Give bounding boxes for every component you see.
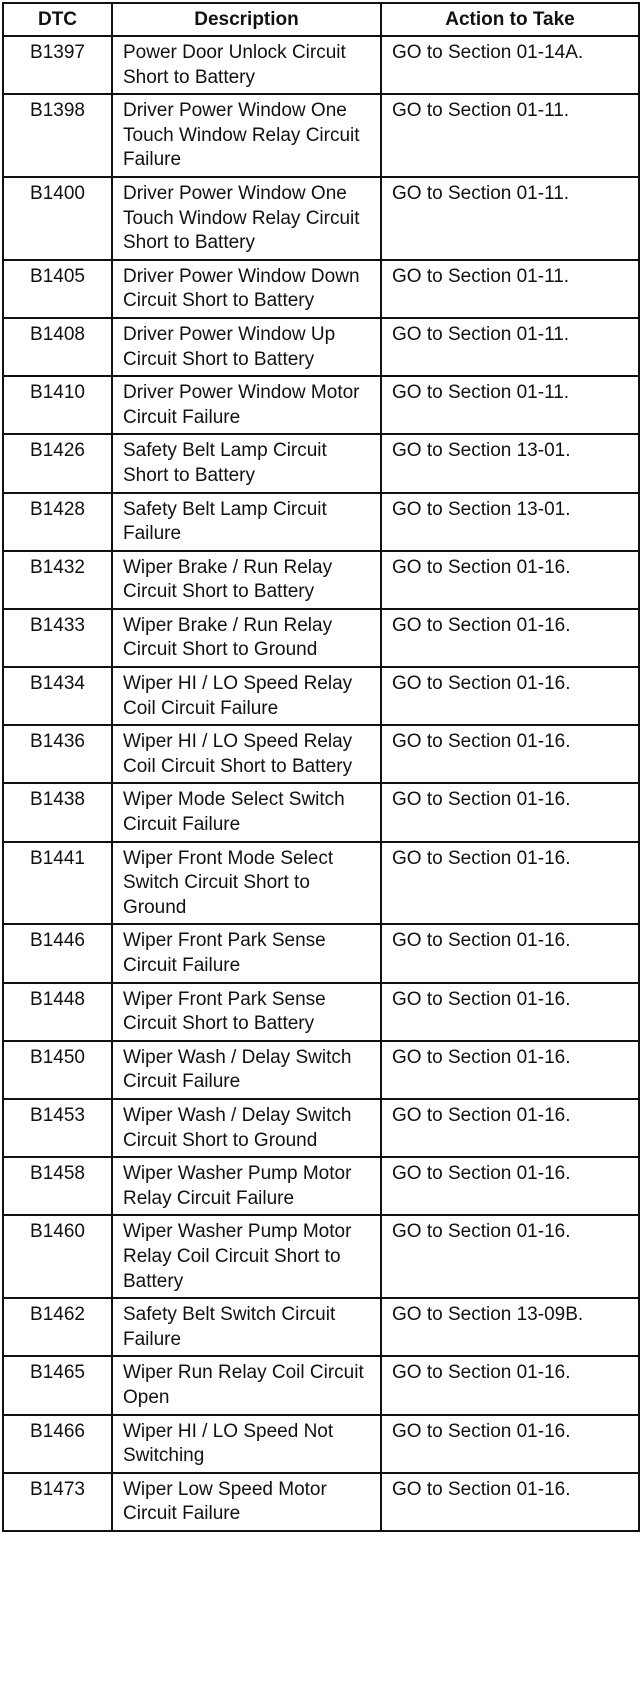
dtc-action: GO to Section 01-14A.: [381, 36, 639, 94]
dtc-description: Driver Power Window Motor Circuit Failure: [112, 376, 381, 434]
table-row: [3, 376, 639, 434]
dtc-action: GO to Section 01-16.: [381, 783, 639, 841]
table-header: [3, 3, 639, 36]
dtc-code: B1426: [3, 434, 112, 492]
dtc-action: GO to Section 01-16.: [381, 983, 639, 1041]
header-row: [3, 3, 639, 36]
dtc-description: Wiper Brake / Run Relay Circuit Short to Ground: [112, 609, 381, 667]
dtc-action: GO to Section 13-01.: [381, 434, 639, 492]
dtc-action: GO to Section 01-11.: [381, 94, 639, 177]
dtc-description: Safety Belt Lamp Circuit Failure: [112, 493, 381, 551]
table-body: [3, 36, 639, 1531]
table-row: [3, 983, 639, 1041]
dtc-action: GO to Section 01-16.: [381, 1157, 639, 1215]
dtc-description: Wiper Wash / Delay Switch Circuit Failure: [112, 1041, 381, 1099]
table-row: [3, 1356, 639, 1414]
dtc-description: Wiper HI / LO Speed Not Switching: [112, 1415, 381, 1473]
dtc-description: Wiper Brake / Run Relay Circuit Short to Battery: [112, 551, 381, 609]
table-row: [3, 1415, 639, 1473]
table-row: [3, 725, 639, 783]
dtc-code: B1466: [3, 1415, 112, 1473]
dtc-code: B1428: [3, 493, 112, 551]
dtc-description: Driver Power Window One Touch Window Relay Circuit Failure: [112, 94, 381, 177]
dtc-action: GO to Section 01-11.: [381, 177, 639, 260]
dtc-description: Wiper HI / LO Speed Relay Coil Circuit Short to Battery: [112, 725, 381, 783]
dtc-description: Safety Belt Switch Circuit Failure: [112, 1298, 381, 1356]
table-row: [3, 36, 639, 94]
dtc-action: GO to Section 01-16.: [381, 551, 639, 609]
dtc-action: GO to Section 13-09B.: [381, 1298, 639, 1356]
dtc-action: GO to Section 01-16.: [381, 1099, 639, 1157]
dtc-code: B1408: [3, 318, 112, 376]
dtc-code: B1405: [3, 260, 112, 318]
dtc-code: B1433: [3, 609, 112, 667]
dtc-action: GO to Section 01-11.: [381, 376, 639, 434]
dtc-action: GO to Section 01-16.: [381, 667, 639, 725]
dtc-code: B1398: [3, 94, 112, 177]
dtc-description: Wiper Low Speed Motor Circuit Failure: [112, 1473, 381, 1531]
dtc-description: Driver Power Window Down Circuit Short to Battery: [112, 260, 381, 318]
header-dtc: DTC: [3, 3, 112, 36]
dtc-action: GO to Section 01-11.: [381, 260, 639, 318]
table-row: [3, 318, 639, 376]
header-action: Action to Take: [381, 3, 639, 36]
dtc-description: Wiper Run Relay Coil Circuit Open: [112, 1356, 381, 1414]
dtc-description: Driver Power Window One Touch Window Relay Circuit Short to Battery: [112, 177, 381, 260]
dtc-code: B1410: [3, 376, 112, 434]
dtc-code: B1436: [3, 725, 112, 783]
table-row: [3, 1298, 639, 1356]
dtc-action: GO to Section 01-16.: [381, 1415, 639, 1473]
dtc-code: B1441: [3, 842, 112, 925]
dtc-description: Power Door Unlock Circuit Short to Battery: [112, 36, 381, 94]
header-description: Description: [112, 3, 381, 36]
dtc-description: Wiper Washer Pump Motor Relay Coil Circuit Short to Battery: [112, 1215, 381, 1298]
dtc-code: B1458: [3, 1157, 112, 1215]
dtc-code: B1453: [3, 1099, 112, 1157]
dtc-description: Wiper Wash / Delay Switch Circuit Short to Ground: [112, 1099, 381, 1157]
dtc-code: B1400: [3, 177, 112, 260]
table-row: [3, 1041, 639, 1099]
dtc-code: B1434: [3, 667, 112, 725]
table-row: [3, 842, 639, 925]
dtc-action: GO to Section 01-11.: [381, 318, 639, 376]
dtc-code: B1450: [3, 1041, 112, 1099]
table-row: [3, 94, 639, 177]
dtc-description: Wiper HI / LO Speed Relay Coil Circuit Failure: [112, 667, 381, 725]
dtc-description: Driver Power Window Up Circuit Short to Battery: [112, 318, 381, 376]
dtc-code: B1465: [3, 1356, 112, 1414]
table-row: [3, 493, 639, 551]
dtc-action: GO to Section 01-16.: [381, 924, 639, 982]
dtc-code: B1462: [3, 1298, 112, 1356]
dtc-code: B1397: [3, 36, 112, 94]
dtc-action: GO to Section 01-16.: [381, 1356, 639, 1414]
table-row: [3, 177, 639, 260]
dtc-action: GO to Section 01-16.: [381, 609, 639, 667]
dtc-code: B1446: [3, 924, 112, 982]
table-row: [3, 609, 639, 667]
table-row: [3, 1473, 639, 1531]
dtc-action: GO to Section 01-16.: [381, 725, 639, 783]
table-row: [3, 1157, 639, 1215]
table-row: [3, 260, 639, 318]
table-row: [3, 1099, 639, 1157]
dtc-description: Wiper Front Park Sense Circuit Failure: [112, 924, 381, 982]
dtc-code: B1473: [3, 1473, 112, 1531]
dtc-description: Wiper Front Park Sense Circuit Short to Battery: [112, 983, 381, 1041]
dtc-action: GO to Section 01-16.: [381, 1473, 639, 1531]
table-row: [3, 434, 639, 492]
table-row: [3, 783, 639, 841]
dtc-description: Wiper Mode Select Switch Circuit Failure: [112, 783, 381, 841]
dtc-description: Wiper Front Mode Select Switch Circuit Short to Ground: [112, 842, 381, 925]
dtc-action: GO to Section 01-16.: [381, 1041, 639, 1099]
table-row: [3, 1215, 639, 1298]
dtc-code: B1460: [3, 1215, 112, 1298]
table-row: [3, 667, 639, 725]
dtc-table: [2, 2, 640, 1532]
dtc-code: B1448: [3, 983, 112, 1041]
dtc-code: B1432: [3, 551, 112, 609]
dtc-description: Safety Belt Lamp Circuit Short to Battery: [112, 434, 381, 492]
dtc-action: GO to Section 01-16.: [381, 1215, 639, 1298]
dtc-action: GO to Section 13-01.: [381, 493, 639, 551]
dtc-description: Wiper Washer Pump Motor Relay Circuit Failure: [112, 1157, 381, 1215]
table-row: [3, 551, 639, 609]
table-row: [3, 924, 639, 982]
dtc-action: GO to Section 01-16.: [381, 842, 639, 925]
dtc-code: B1438: [3, 783, 112, 841]
